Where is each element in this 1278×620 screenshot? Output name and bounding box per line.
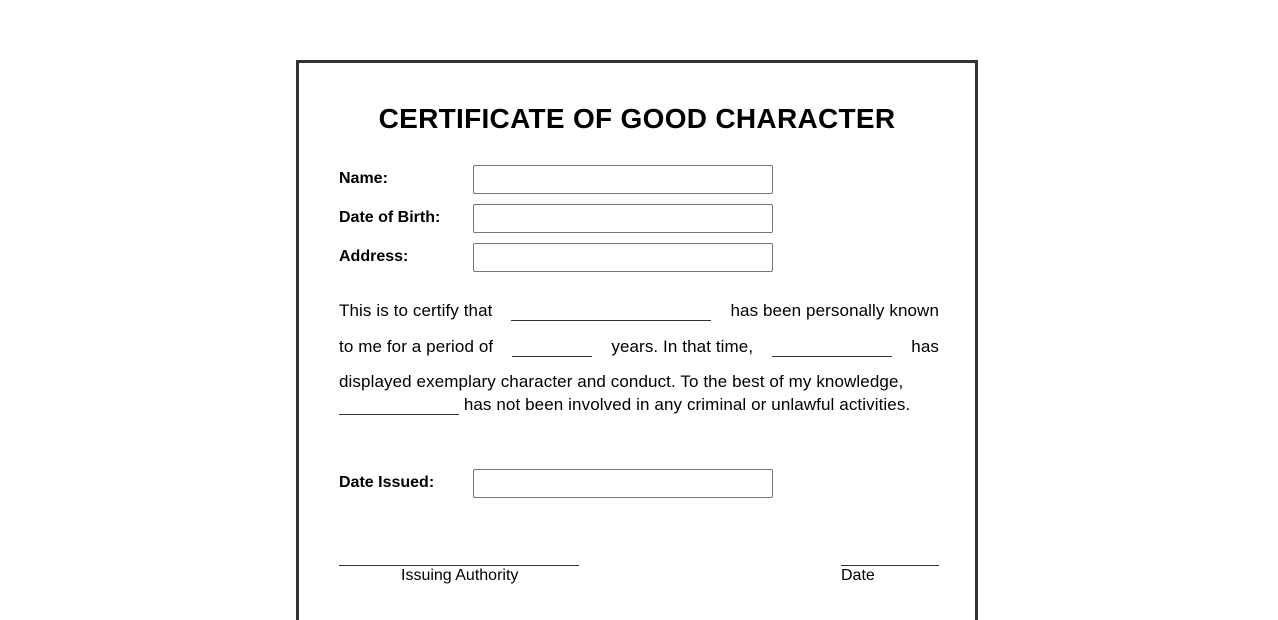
address-label: Address: (339, 248, 409, 265)
name-input[interactable] (473, 165, 773, 194)
date-signature-line (841, 565, 939, 566)
date-issued-input[interactable] (473, 469, 773, 498)
statement-line1-end: has been personally known (730, 301, 939, 320)
authority-signature-line (339, 565, 579, 566)
address-row (339, 243, 779, 272)
name-label: Name: (339, 170, 388, 187)
date-issued-row (339, 469, 779, 498)
statement-line4: has not been involved in any criminal or unlawful activities. (463, 395, 911, 414)
subject-name-blank-2 (772, 336, 892, 357)
years-blank (512, 336, 592, 357)
issuing-authority-label: Issuing Authority (401, 567, 519, 584)
subject-name-blank (511, 300, 711, 321)
certification-statement (339, 300, 939, 430)
dob-row (339, 204, 779, 233)
dob-label: Date of Birth: (339, 209, 441, 226)
statement-line2-end: has (911, 337, 939, 356)
address-input[interactable] (473, 243, 773, 272)
dob-input[interactable] (473, 204, 773, 233)
date-issued-label: Date Issued: (339, 474, 435, 491)
subject-name-blank-3 (339, 394, 459, 415)
certificate (296, 60, 978, 620)
statement-line2-start: to me for a period of (339, 337, 494, 356)
statement-line3: displayed exemplary character and conduct. To the best of my knowledge, (339, 372, 904, 391)
signature-date-label: Date (841, 567, 875, 584)
name-row (339, 165, 779, 194)
certificate-title: CERTIFICATE OF GOOD CHARACTER (378, 103, 896, 134)
statement-line1-start: This is to certify that (339, 301, 493, 320)
statement-line2-middle: years. In that time, (611, 337, 754, 356)
